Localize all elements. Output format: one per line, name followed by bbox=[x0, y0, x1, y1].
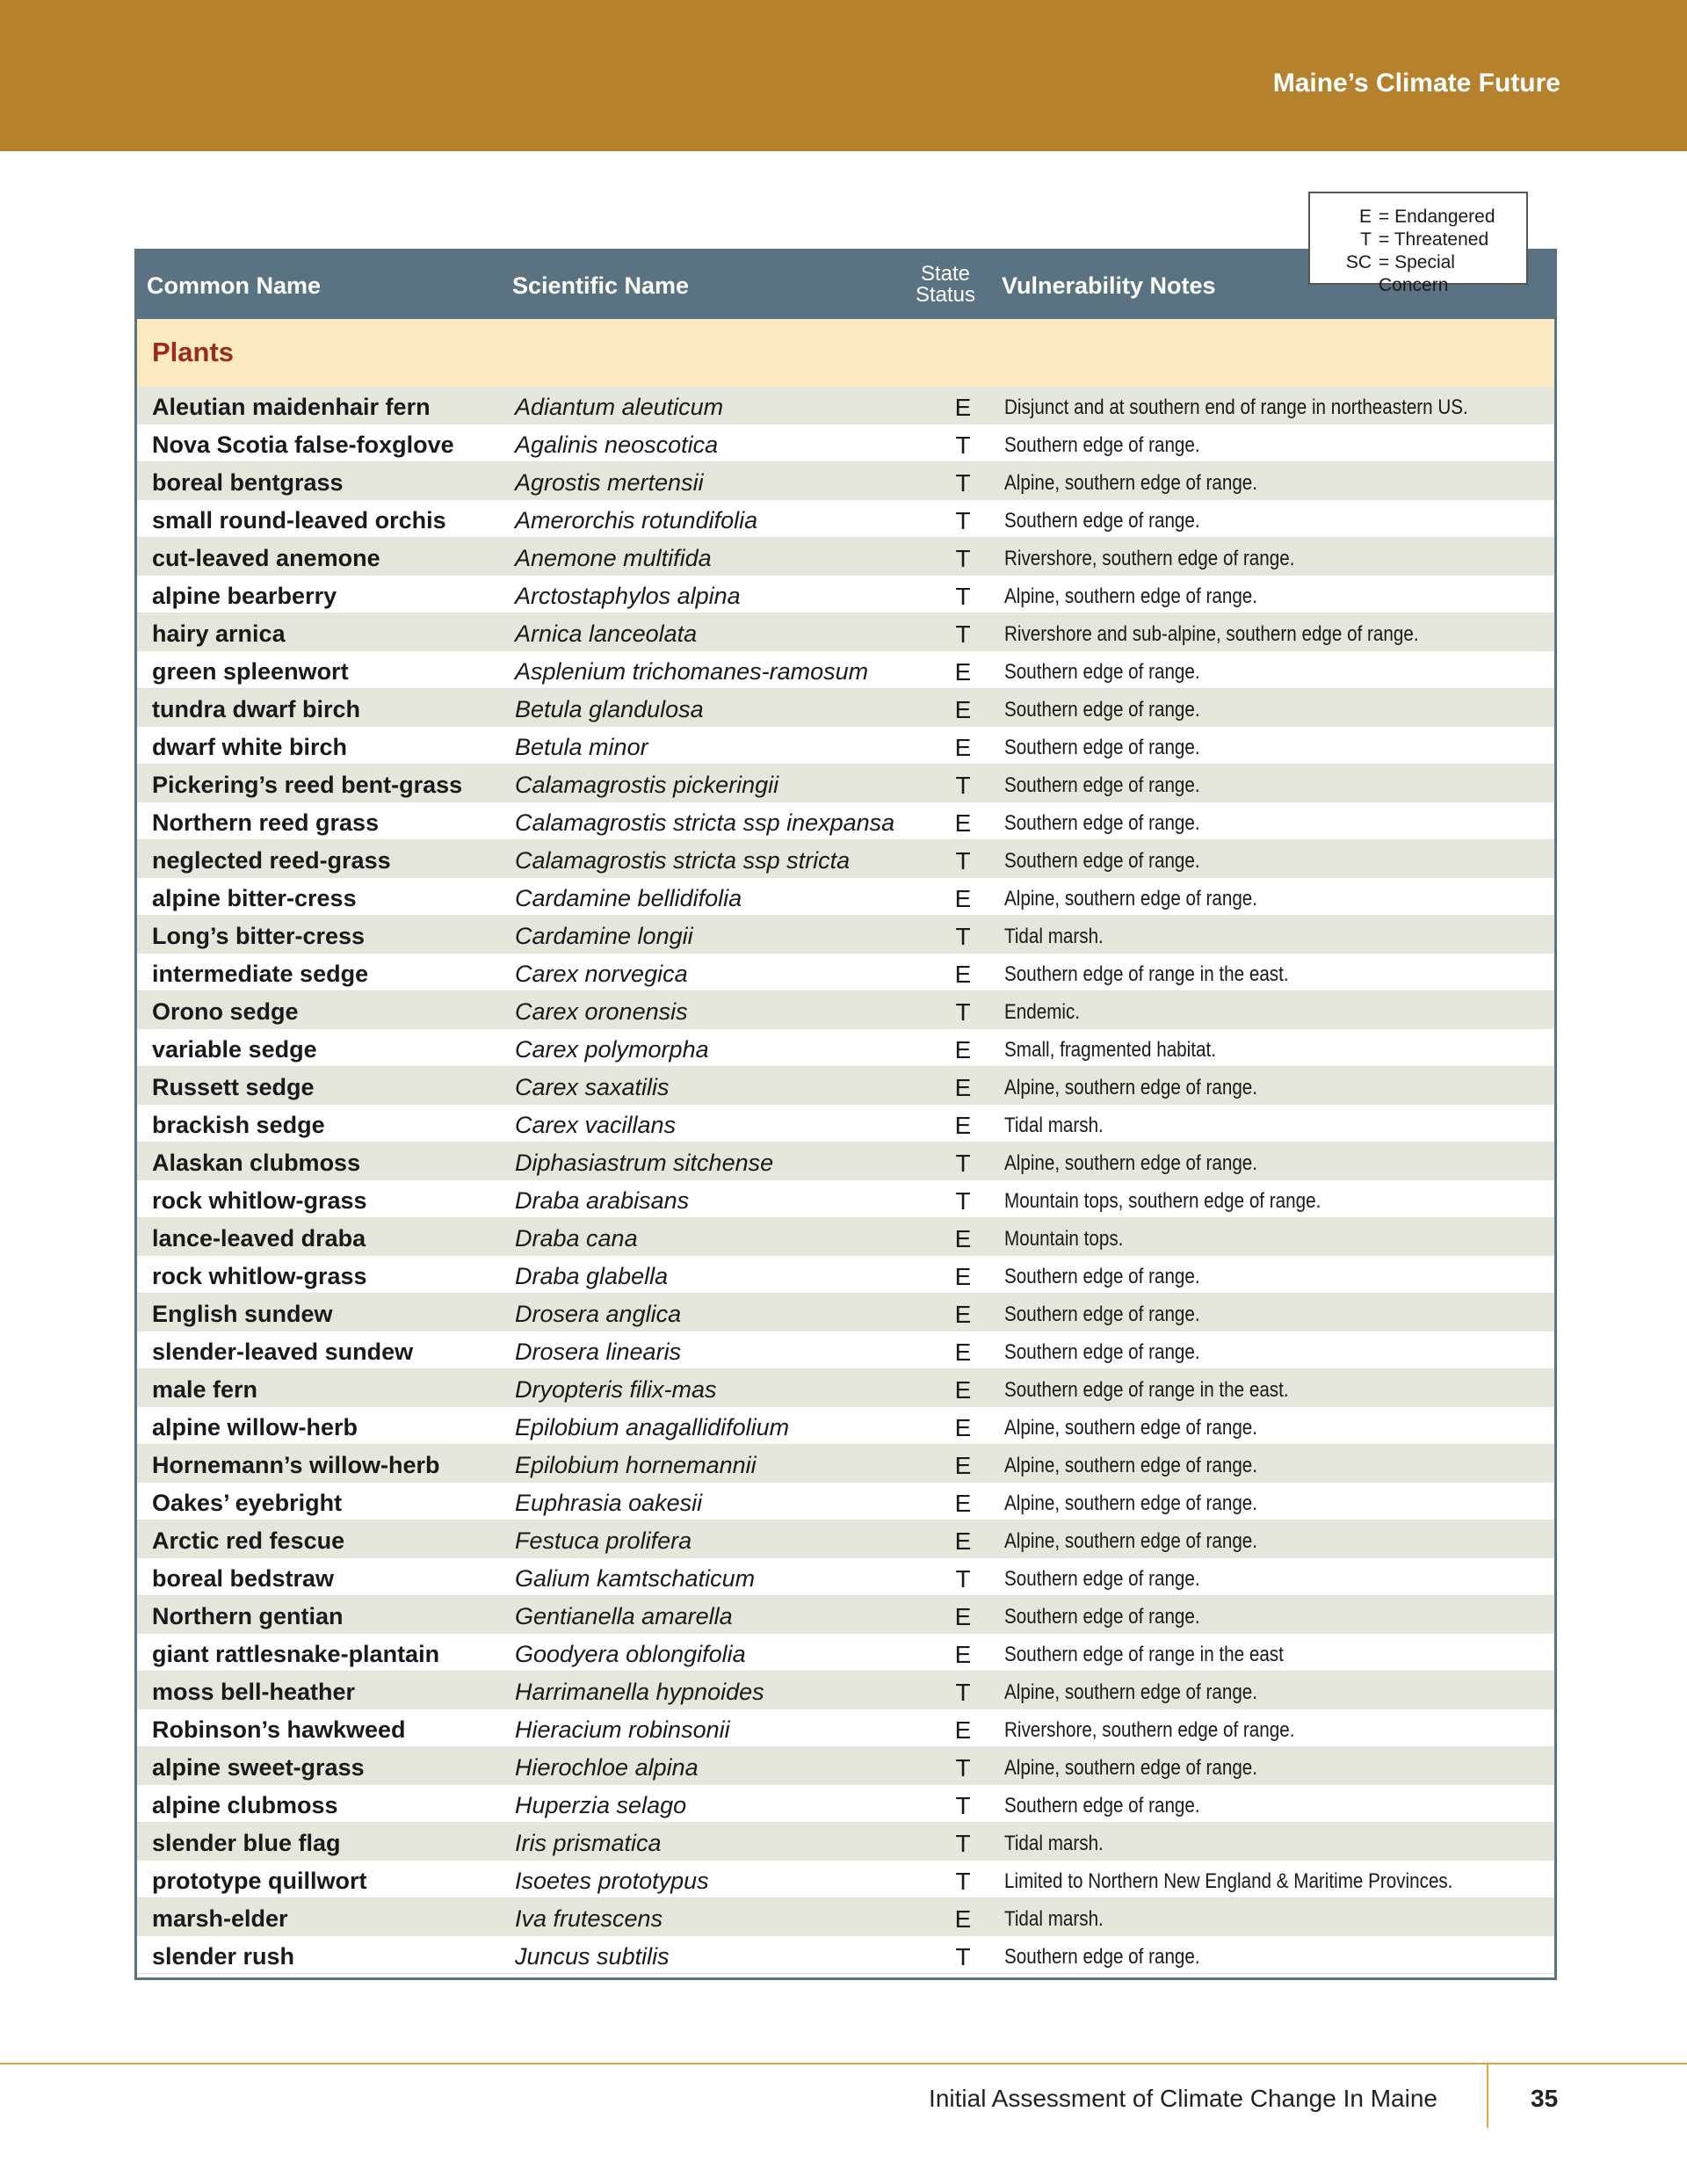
common-name-cell: Hornemann’s willow-herb bbox=[152, 1452, 440, 1478]
legend-meaning: = Endangered bbox=[1379, 207, 1495, 227]
state-status-cell: E bbox=[954, 1301, 972, 1328]
scientific-name-cell: Draba cana bbox=[515, 1225, 638, 1252]
common-name-cell: variable sedge bbox=[152, 1036, 317, 1063]
common-name-cell: slender rush bbox=[152, 1943, 295, 1970]
scientific-name-cell: Huperzia selago bbox=[515, 1792, 687, 1818]
table-row bbox=[137, 1596, 1554, 1634]
common-name-cell: hairy arnica bbox=[152, 620, 286, 647]
scientific-name-cell: Arctostaphylos alpina bbox=[515, 583, 741, 609]
table-row bbox=[137, 1747, 1554, 1785]
table-row bbox=[137, 1823, 1554, 1861]
vulnerability-notes-cell: Southern edge of range. bbox=[1004, 849, 1200, 873]
scientific-name-cell: Calamagrostis stricta ssp stricta bbox=[515, 847, 851, 874]
table-row bbox=[137, 1898, 1554, 1936]
table-row bbox=[137, 727, 1554, 765]
state-status-cell: E bbox=[954, 1905, 972, 1933]
section-header-plants bbox=[137, 319, 1554, 387]
scientific-name-cell: Cardamine bellidifolia bbox=[515, 885, 742, 911]
vulnerability-notes-cell: Rivershore and sub-alpine, southern edge of range. bbox=[1004, 622, 1419, 646]
common-name-cell: slender-leaved sundew bbox=[152, 1339, 414, 1365]
legend-row-threatened bbox=[1310, 229, 1526, 251]
state-status-cell: T bbox=[955, 998, 971, 1026]
state-status-cell: T bbox=[955, 847, 971, 874]
common-name-cell: marsh-elder bbox=[152, 1905, 288, 1932]
common-name-cell: Northern reed grass bbox=[152, 809, 380, 836]
state-status-cell: T bbox=[955, 1679, 971, 1706]
state-status-cell: T bbox=[955, 1565, 971, 1593]
vulnerability-notes-cell: Southern edge of range. bbox=[1004, 811, 1200, 835]
state-status-cell: T bbox=[955, 1792, 971, 1819]
state-status-cell: E bbox=[954, 696, 972, 723]
scientific-name-cell: Draba glabella bbox=[515, 1263, 669, 1289]
table-row bbox=[137, 1709, 1554, 1747]
scientific-name-cell: Carex vacillans bbox=[515, 1112, 677, 1138]
vulnerability-notes-cell: Alpine, southern edge of range. bbox=[1004, 1151, 1258, 1175]
table-row bbox=[137, 802, 1554, 840]
table-row bbox=[137, 462, 1554, 500]
vulnerability-notes-cell: Southern edge of range. bbox=[1004, 1265, 1200, 1288]
state-status-cell: E bbox=[954, 1074, 972, 1101]
state-status-cell: T bbox=[955, 1868, 971, 1895]
vulnerability-notes-cell: Southern edge of range. bbox=[1004, 698, 1200, 722]
table-row bbox=[137, 1558, 1554, 1596]
common-name-cell: green spleenwort bbox=[152, 658, 349, 685]
state-status-cell: E bbox=[954, 658, 972, 686]
table-body bbox=[137, 387, 1554, 1974]
vulnerability-notes-cell: Tidal marsh. bbox=[1004, 1832, 1104, 1855]
vulnerability-notes-cell: Alpine, southern edge of range. bbox=[1004, 887, 1258, 911]
vulnerability-notes-cell: Southern edge of range. bbox=[1004, 1340, 1200, 1364]
vulnerability-notes-cell: Rivershore, southern edge of range. bbox=[1004, 1718, 1295, 1742]
table-row bbox=[137, 991, 1554, 1029]
vulnerability-notes-cell: Alpine, southern edge of range. bbox=[1004, 1416, 1258, 1440]
scientific-name-cell: Carex oronensis bbox=[515, 998, 688, 1025]
scientific-name-cell: Gentianella amarella bbox=[515, 1603, 733, 1629]
table-row bbox=[137, 500, 1554, 538]
scientific-name-cell: Carex norvegica bbox=[515, 961, 688, 987]
state-status-cell: E bbox=[954, 1036, 972, 1063]
state-status-cell: T bbox=[955, 923, 971, 950]
common-name-cell: dwarf white birch bbox=[152, 734, 348, 760]
common-name-cell: lance-leaved draba bbox=[152, 1225, 366, 1252]
table-row bbox=[137, 424, 1554, 462]
table-row bbox=[137, 613, 1554, 651]
common-name-cell: brackish sedge bbox=[152, 1112, 325, 1138]
table-row bbox=[137, 387, 1554, 424]
state-status-cell: E bbox=[954, 1490, 972, 1517]
scientific-name-cell: Diphasiastrum sitchense bbox=[515, 1150, 774, 1176]
vulnerability-notes-cell: Southern edge of range. bbox=[1004, 1794, 1200, 1818]
header-band bbox=[0, 0, 1687, 151]
state-status-cell: E bbox=[954, 1225, 972, 1252]
table-row bbox=[137, 1256, 1554, 1294]
scientific-name-cell: Drosera linearis bbox=[515, 1339, 682, 1365]
vulnerability-notes-cell: Alpine, southern edge of range. bbox=[1004, 584, 1258, 608]
common-name-cell: alpine clubmoss bbox=[152, 1792, 338, 1818]
state-status-cell: T bbox=[955, 1943, 971, 1970]
legend-code: E bbox=[1358, 207, 1372, 227]
state-status-cell: T bbox=[955, 1150, 971, 1177]
state-status-cell: E bbox=[954, 1339, 972, 1366]
scientific-name-cell: Drosera anglica bbox=[515, 1301, 682, 1327]
vulnerability-notes-cell: Southern edge of range. bbox=[1004, 509, 1200, 533]
state-status-cell: T bbox=[955, 507, 971, 534]
common-name-cell: neglected reed-grass bbox=[152, 847, 391, 874]
state-status-cell: T bbox=[955, 469, 971, 497]
vulnerability-notes-cell: Alpine, southern edge of range. bbox=[1004, 1454, 1258, 1477]
table-row bbox=[137, 1672, 1554, 1709]
vulnerability-notes-cell: Southern edge of range. bbox=[1004, 1945, 1200, 1969]
table-row bbox=[137, 1105, 1554, 1143]
table-row bbox=[137, 1029, 1554, 1067]
scientific-name-cell: Carex saxatilis bbox=[515, 1074, 670, 1100]
scientific-name-cell: Iris prismatica bbox=[515, 1830, 662, 1856]
page-number: 35 bbox=[1531, 2085, 1559, 2112]
scientific-name-cell: Cardamine longii bbox=[515, 923, 693, 949]
table-row bbox=[137, 1520, 1554, 1558]
vulnerability-notes-cell: Southern edge of range. bbox=[1004, 433, 1200, 457]
scientific-name-cell: Betula minor bbox=[515, 734, 648, 760]
scientific-name-cell: Galium kamtschaticum bbox=[515, 1565, 756, 1592]
scientific-name-cell: Juncus subtilis bbox=[515, 1943, 670, 1970]
scientific-name-cell: Amerorchis rotundifolia bbox=[515, 507, 758, 533]
table-row bbox=[137, 954, 1554, 991]
legend-code: SC bbox=[1345, 252, 1372, 272]
state-status-cell: E bbox=[954, 1452, 972, 1479]
state-status-cell: E bbox=[954, 1603, 972, 1630]
scientific-name-cell: Betula glandulosa bbox=[515, 696, 704, 722]
common-name-cell: Nova Scotia false-foxglove bbox=[152, 432, 454, 458]
scientific-name-cell: Epilobium anagallidifolium bbox=[515, 1414, 790, 1440]
table-row bbox=[137, 878, 1554, 916]
col-common-name: Common Name bbox=[147, 272, 322, 299]
common-name-cell: Alaskan clubmoss bbox=[152, 1150, 361, 1176]
scientific-name-cell: Arnica lanceolata bbox=[515, 620, 698, 647]
col-state-status-line1: State bbox=[920, 262, 971, 286]
legend-meaning: = Special Concern bbox=[1379, 252, 1455, 295]
common-name-cell: English sundew bbox=[152, 1301, 333, 1327]
state-status-cell: E bbox=[954, 1112, 972, 1139]
state-status-cell: E bbox=[954, 1527, 972, 1555]
common-name-cell: Aleutian maidenhair fern bbox=[152, 394, 431, 420]
col-vulnerability-notes: Vulnerability Notes bbox=[1002, 272, 1216, 299]
common-name-cell: alpine willow-herb bbox=[152, 1414, 358, 1440]
scientific-name-cell: Iva frutescens bbox=[515, 1905, 663, 1932]
scientific-name-cell: Epilobium hornemannii bbox=[515, 1452, 757, 1478]
table-row bbox=[137, 1407, 1554, 1445]
state-status-cell: E bbox=[954, 1414, 972, 1441]
legend-code: T bbox=[1360, 229, 1372, 250]
common-name-cell: rock whitlow-grass bbox=[152, 1263, 367, 1289]
common-name-cell: Pickering’s reed bent-grass bbox=[152, 772, 463, 798]
footer-rule bbox=[0, 2063, 1687, 2064]
table-row bbox=[137, 1861, 1554, 1898]
vulnerability-notes-cell: Mountain tops. bbox=[1004, 1227, 1124, 1251]
legend-row-special-concern bbox=[1310, 251, 1526, 295]
common-name-cell: Arctic red fescue bbox=[152, 1527, 345, 1554]
vulnerability-notes-cell: Tidal marsh. bbox=[1004, 1907, 1104, 1931]
common-name-cell: intermediate sedge bbox=[152, 961, 369, 987]
species-table bbox=[134, 249, 1557, 1980]
vulnerability-notes-cell: Southern edge of range in the east bbox=[1004, 1643, 1284, 1666]
vulnerability-notes-cell: Southern edge of range. bbox=[1004, 1605, 1200, 1629]
scientific-name-cell: Calamagrostis pickeringii bbox=[515, 772, 779, 798]
vulnerability-notes-cell: Alpine, southern edge of range. bbox=[1004, 1491, 1258, 1515]
common-name-cell: boreal bentgrass bbox=[152, 469, 344, 496]
table-row bbox=[137, 1483, 1554, 1520]
state-status-cell: T bbox=[955, 1830, 971, 1857]
state-status-cell: T bbox=[955, 1187, 971, 1215]
common-name-cell: Orono sedge bbox=[152, 998, 299, 1025]
common-name-cell: Oakes’ eyebright bbox=[152, 1490, 343, 1516]
vulnerability-notes-cell: Alpine, southern edge of range. bbox=[1004, 1756, 1258, 1780]
table-row bbox=[137, 1634, 1554, 1672]
common-name-cell: giant rattlesnake-plantain bbox=[152, 1641, 440, 1667]
scientific-name-cell: Hierochloe alpina bbox=[515, 1754, 699, 1781]
scientific-name-cell: Agalinis neoscotica bbox=[515, 432, 719, 458]
state-status-cell: E bbox=[954, 1376, 972, 1404]
table-row bbox=[137, 1331, 1554, 1369]
table-row bbox=[137, 916, 1554, 954]
scientific-name-cell: Festuca prolifera bbox=[515, 1527, 692, 1554]
scientific-name-cell: Anemone multifida bbox=[515, 545, 712, 571]
common-name-cell: male fern bbox=[152, 1376, 258, 1403]
scientific-name-cell: Hieracium robinsonii bbox=[515, 1716, 730, 1743]
state-status-cell: T bbox=[955, 545, 971, 572]
common-name-cell: tundra dwarf birch bbox=[152, 696, 361, 722]
state-status-cell: T bbox=[955, 772, 971, 799]
table-row bbox=[137, 765, 1554, 802]
status-legend bbox=[1308, 192, 1528, 295]
vulnerability-notes-cell: Southern edge of range. bbox=[1004, 1302, 1200, 1326]
vulnerability-notes-cell: Limited to Northern New England & Maritime Provinces. bbox=[1004, 1869, 1453, 1893]
table-row bbox=[137, 576, 1554, 613]
legend-row-endangered bbox=[1310, 206, 1526, 229]
vulnerability-notes-cell: Mountain tops, southern edge of range. bbox=[1004, 1189, 1321, 1213]
col-state-status-line2: Status bbox=[915, 283, 976, 307]
common-name-cell: alpine bearberry bbox=[152, 583, 337, 609]
vulnerability-notes-cell: Alpine, southern edge of range. bbox=[1004, 471, 1258, 495]
col-scientific-name: Scientific Name bbox=[512, 272, 690, 299]
state-status-cell: E bbox=[954, 1641, 972, 1668]
table-row bbox=[137, 538, 1554, 576]
table-row bbox=[137, 1294, 1554, 1331]
common-name-cell: alpine bitter-cress bbox=[152, 885, 357, 911]
vulnerability-notes-cell: Endemic. bbox=[1004, 1000, 1081, 1024]
vulnerability-notes-cell: Small, fragmented habitat. bbox=[1004, 1038, 1216, 1062]
publication-title: Maine’s Climate Future bbox=[1272, 69, 1560, 98]
table-row bbox=[137, 651, 1554, 689]
footer-title: Initial Assessment of Climate Change In Maine bbox=[929, 2085, 1437, 2112]
table-row bbox=[137, 1143, 1554, 1180]
state-status-cell: E bbox=[954, 961, 972, 988]
col-state-status bbox=[906, 264, 985, 306]
state-status-cell: E bbox=[954, 1263, 972, 1290]
scientific-name-cell: Harrimanella hypnoides bbox=[515, 1679, 764, 1705]
common-name-cell: cut-leaved anemone bbox=[152, 545, 380, 571]
vulnerability-notes-cell: Southern edge of range in the east. bbox=[1004, 962, 1289, 986]
state-status-cell: E bbox=[954, 734, 972, 761]
vulnerability-notes-cell: Alpine, southern edge of range. bbox=[1004, 1529, 1258, 1553]
vulnerability-notes-cell: Alpine, southern edge of range. bbox=[1004, 1076, 1258, 1099]
state-status-cell: E bbox=[954, 885, 972, 912]
vulnerability-notes-cell: Rivershore, southern edge of range. bbox=[1004, 547, 1295, 570]
vulnerability-notes-cell: Southern edge of range. bbox=[1004, 660, 1200, 684]
table-row bbox=[137, 689, 1554, 727]
table-row bbox=[137, 1369, 1554, 1407]
table-row bbox=[137, 1785, 1554, 1823]
common-name-cell: Russett sedge bbox=[152, 1074, 315, 1100]
scientific-name-cell: Carex polymorpha bbox=[515, 1036, 709, 1063]
scientific-name-cell: Agrostis mertensii bbox=[515, 469, 704, 496]
state-status-cell: T bbox=[955, 1754, 971, 1781]
vulnerability-notes-cell: Southern edge of range. bbox=[1004, 773, 1200, 797]
table-row bbox=[137, 1936, 1554, 1974]
common-name-cell: Northern gentian bbox=[152, 1603, 344, 1629]
common-name-cell: small round-leaved orchis bbox=[152, 507, 446, 533]
table-row bbox=[137, 1445, 1554, 1483]
common-name-cell: boreal bedstraw bbox=[152, 1565, 335, 1592]
scientific-name-cell: Adiantum aleuticum bbox=[515, 394, 724, 420]
table-row bbox=[137, 1218, 1554, 1256]
table-row bbox=[137, 1067, 1554, 1105]
state-status-cell: T bbox=[955, 620, 971, 648]
table-row bbox=[137, 1180, 1554, 1218]
vulnerability-notes-cell: Disjunct and at southern end of range in northeastern US. bbox=[1004, 395, 1468, 419]
vulnerability-notes-cell: Southern edge of range in the east. bbox=[1004, 1378, 1289, 1402]
vulnerability-notes-cell: Tidal marsh. bbox=[1004, 1114, 1104, 1137]
legend-meaning: = Threatened bbox=[1379, 229, 1489, 250]
vulnerability-notes-cell: Alpine, southern edge of range. bbox=[1004, 1680, 1258, 1704]
vulnerability-notes-cell: Southern edge of range. bbox=[1004, 736, 1200, 759]
state-status-cell: T bbox=[955, 432, 971, 459]
state-status-cell: E bbox=[954, 1716, 972, 1744]
scientific-name-cell: Dryopteris filix-mas bbox=[515, 1376, 717, 1403]
common-name-cell: Long’s bitter-cress bbox=[152, 923, 366, 949]
table-row bbox=[137, 840, 1554, 878]
state-status-cell: E bbox=[954, 809, 972, 837]
vulnerability-notes-cell: Tidal marsh. bbox=[1004, 925, 1104, 948]
footer-divider bbox=[1487, 2064, 1488, 2128]
common-name-cell: slender blue flag bbox=[152, 1830, 341, 1856]
scientific-name-cell: Isoetes prototypus bbox=[515, 1868, 709, 1894]
common-name-cell: alpine sweet-grass bbox=[152, 1754, 365, 1781]
common-name-cell: prototype quillwort bbox=[152, 1868, 367, 1894]
state-status-cell: E bbox=[954, 394, 972, 421]
common-name-cell: moss bell-heather bbox=[152, 1679, 356, 1705]
scientific-name-cell: Euphrasia oakesii bbox=[515, 1490, 703, 1516]
scientific-name-cell: Goodyera oblongifolia bbox=[515, 1641, 746, 1667]
section-label: Plants bbox=[152, 337, 235, 367]
scientific-name-cell: Draba arabisans bbox=[515, 1187, 690, 1214]
vulnerability-notes-cell: Southern edge of range. bbox=[1004, 1567, 1200, 1591]
common-name-cell: rock whitlow-grass bbox=[152, 1187, 367, 1214]
state-status-cell: T bbox=[955, 583, 971, 610]
common-name-cell: Robinson’s hawkweed bbox=[152, 1716, 406, 1743]
scientific-name-cell: Asplenium trichomanes-ramosum bbox=[515, 658, 869, 685]
scientific-name-cell: Calamagrostis stricta ssp inexpansa bbox=[515, 809, 895, 836]
